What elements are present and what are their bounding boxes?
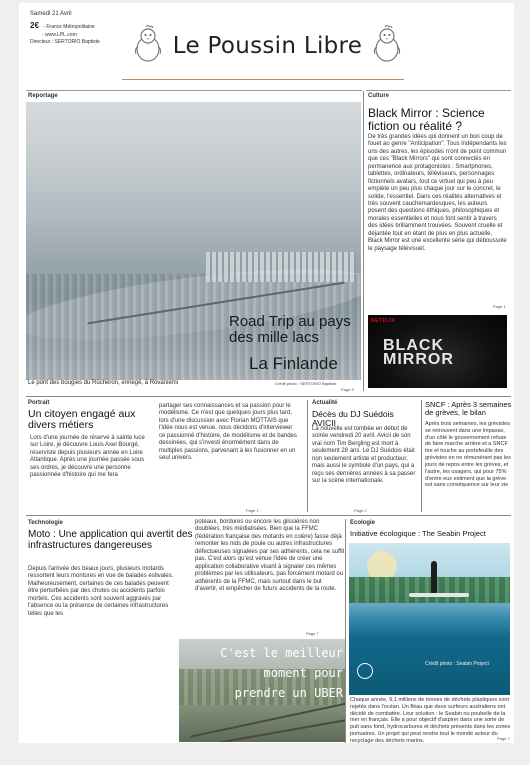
seabin-photo-credit: Crédit photo : Seabin Project xyxy=(425,661,489,667)
section-label-actualite: Actualité xyxy=(312,400,338,406)
section-label-culture: Culture xyxy=(368,93,389,99)
actualite-body: La nouvelle est tombée en début de soirée vendredi 20 avril. Avicii de son vrai nom Tim Bergling est mort à seulement 28 ans. Le DJ Suédois était non seulement artiste et producteur, mais aussi le symbole d'un pays, qui a reçu ses dernières années à sa passer sur la scène internationale. xyxy=(312,426,416,485)
seabin-logo-icon xyxy=(357,663,373,679)
technologie-body-col1: Depuis l'arrivée des beaux jours, plusieurs motards ressortent leurs montures en vue de balades estivales. Malheureusement, certaines de ces balades peuvent être perturbées par des chutes ou accidents parfois mortels. Ces accidents sont souvent aggravés par l'absence ou la présence de certaines infrastructures telles que les xyxy=(28,566,174,617)
sncf-body: Après trois semaines, les grévistes se retrouvent dans une impasse, d'un côté le gouvernement refuse de faire marche arrière et a SNCF tire et touche au portefeuille des grévistes en ne rémunérant pas les jours de repos entre les grèves, et l'autre, les usagers, qui pour 75% d'entre eux estiment que la grève est sans conséquence sur leur vie xyxy=(425,421,511,489)
seabin-photo xyxy=(349,543,510,695)
technologie-body-col2: poteaux, bordures ou encore les glissières non doublées, très médiatisées. Bien que la FFMC (fédération française des motards en colère) fasse déjà remonter les nids de poule ou autres infrastructures défectueuses signalées par ses adhérents, cela ne suffit pas. C'est alors qu'est venue l'idée de créer une application collaborative visant à signaler ces mêmes problèmes par les utilisateurs, pas forcément motard ou adhérents de la FFMC, mais surtout dans le but d'avertir, et empêcher de futurs accidents de la route. xyxy=(195,519,345,592)
section-rule xyxy=(366,90,511,91)
reportage-subheadline: La Finlande xyxy=(249,354,338,373)
uber-photo-text: C'est le meilleur moment pour prendre un UBER xyxy=(220,646,343,701)
page-ref: Page 3 xyxy=(341,387,354,392)
culture-body: De très grandes idées qui donnent un bon coup de fouet au genre "Anticipation". Tous indépendants les uns des autres, les épisodes n'ont de point commun que ces "Black Mirrors" qui sont connectés en permanence aux protagonistes : Smartphones, tablettes, ordinateurs, téléviseurs, personnages fictionnels avatars, tout ce virtuel qui peu à peu empiète un peu plus chaque jour sur le concret, le solide, l'essentiel. Dans ces réalités alternatives et très souvent cauchemardesques, les auteurs posent des questions éthiques, philosophiques et morales essentielles et nous font sentir à travers des idées brillamment trouvées. Souvent cruelle et déjantée tout en étant de plus en plus actuelle, Black Mirror est une excellente série qui déboussole le paysage télévisuel. xyxy=(368,134,507,252)
row-rule xyxy=(26,396,511,397)
page-ref: Page 7 xyxy=(306,631,319,636)
reportage-headline: Road Trip au pays des mille lacs xyxy=(229,313,351,346)
page-ref: Page 1 xyxy=(493,304,506,309)
issue-region: - France Métropolitaine xyxy=(43,24,95,31)
netflix-logo: NETFLIX xyxy=(371,318,396,324)
section-label-reportage: Reportage xyxy=(28,93,58,99)
section-label-technologie: Technologie xyxy=(28,520,63,526)
column-divider xyxy=(307,400,308,512)
railway-photo xyxy=(179,639,346,742)
technologie-headline: Moto : Une application qui avertit des infrastructures dangereuses xyxy=(28,529,193,551)
column-divider xyxy=(345,519,346,743)
finland-photo xyxy=(26,102,361,380)
page-ref: Page 7 xyxy=(497,736,510,741)
show-logo: BLACK MIRROR xyxy=(383,337,454,369)
photo-paddleboard xyxy=(409,593,469,597)
website-link[interactable]: - www.LPL.com xyxy=(42,31,77,38)
ecologie-headline: Initiative écologique : The Seabin Project xyxy=(350,529,486,538)
row-rule xyxy=(26,515,511,516)
chick-icon xyxy=(371,25,403,68)
photo-paddler xyxy=(431,561,437,595)
masthead-info xyxy=(30,10,100,45)
portrait-body-col2: partager ses connaissances et sa passion pour le modélisme. Ce n'est que quelques jours plus tard, lors d'une discussion avec Florian MOTTAIS que l'idée nous est venue, nous décidons d'interviewer ce passionné d'histoire, de modélisme et de bandes dessinées, qui s'investi énormément dans de multiples passions, parvenant à les fusionner en un seul univers. xyxy=(159,403,297,462)
price-row xyxy=(30,21,100,32)
actualite-headline: Décès du DJ Suédois AVICII xyxy=(312,409,394,429)
sncf-headline: SNCF : Après 3 semaines de grèves, le bilan xyxy=(425,400,512,418)
page-ref: Page 2 xyxy=(354,508,367,513)
portrait-body-col1: Lors d'une journée de réserve à sainte luce sur Loire, je découvre Louis Axel Bourgé, réserviste depuis plusieurs année en Loire Atlantique. Après une journée passée sous ses ordres, je découvre une personne passionnée d'histoire qui me fera xyxy=(30,435,145,479)
section-label-portrait: Portrait xyxy=(28,400,50,406)
photo-credit: Crédit photo : SERTORIO Baptiste xyxy=(275,381,337,386)
section-rule xyxy=(26,90,362,91)
section-label-ecologie: Ecologie xyxy=(350,520,376,526)
director-credit: Directeur : SERTORIO Baptiste xyxy=(30,38,100,45)
issue-price: 2€ xyxy=(30,21,39,31)
black-mirror-image xyxy=(368,315,507,388)
column-divider xyxy=(363,91,364,391)
ecologie-body: Chaque année, 9,1 millions de tonnes de déchets plastiques sont rejetés dans l'océan. Un fléau que deux surfeurs australiens ont décidé de combattre. Leur solution : le Seabin ou poubelle de la mer en français. Elle a pour objectif d'aspirer dans une sorte de puit sans fond, hydrocarbures et déchets présents dans les zones portuaires. Un projet qui peut rendre tout le monde acteur du recyclage des déchets marins. xyxy=(350,697,511,743)
masthead-rule xyxy=(122,79,404,80)
portrait-headline: Un citoyen engagé aux divers métiers xyxy=(28,408,136,432)
photo-trees xyxy=(349,577,510,603)
newspaper-title: Le Poussin Libre xyxy=(172,33,363,59)
culture-headline: Black Mirror : Science fiction ou réalité ? xyxy=(368,106,485,134)
photo-town xyxy=(206,252,356,282)
column-divider xyxy=(421,400,422,512)
photo-caption: Le pont des bougies du Rücheron, ennegé, à Rovaniemi xyxy=(28,380,179,386)
page-ref: Page 1 xyxy=(246,508,259,513)
newspaper-page xyxy=(19,3,514,743)
issue-date: Samedi 21 Avril xyxy=(30,11,72,17)
